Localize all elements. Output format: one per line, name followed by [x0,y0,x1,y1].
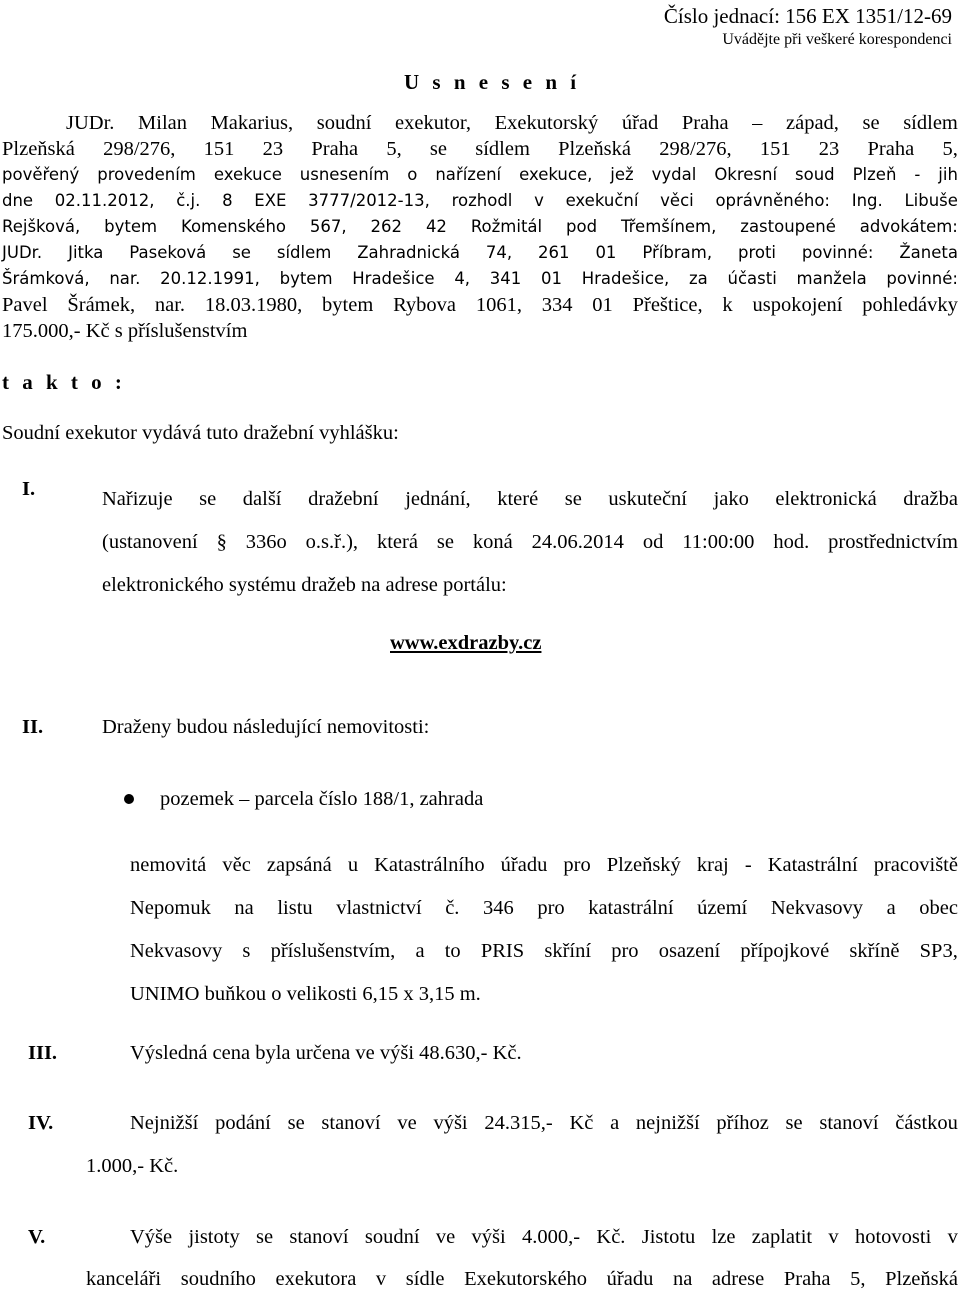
bullet-icon [124,794,134,804]
intro-line: JUDr. Jitka Paseková se sídlem Zahradnická 74, 261 01 Příbram, proti povinné: Žaneta [2,243,958,262]
property-line: UNIMO buňkou o velikosti 6,15 x 3,15 m. [130,983,481,1005]
intro-line: pověřený provedením exekuce usnesením o nařízení exekuce, jež vydal Okresní soud Plzeň - jih [2,165,958,184]
portal-link[interactable]: www.exdrazby.cz [390,632,542,654]
section-number-iii: III. [28,1042,58,1064]
intro-line: Rejšková, bytem Komenského 567, 262 42 Rožmitál pod Třemšínem, zastoupené advokátem: [2,217,958,236]
section-iii-text: Výsledná cena byla určena ve výši 48.630,- Kč. [130,1042,522,1064]
intro-line: JUDr. Milan Makarius, soudní exekutor, Exekutorský úřad Praha – západ, se sídlem [66,112,958,134]
announcement-text: Soudní exekutor vydává tuto dražební vyhlášku: [2,422,399,444]
section-i-line: (ustanovení § 336o o.s.ř.), která se koná 24.06.2014 od 11:00:00 hod. prostřednictvím [102,531,958,553]
section-number-iv: IV. [28,1112,54,1134]
section-number-i: I. [22,478,36,500]
intro-line: dne 02.11.2012, č.j. 8 EXE 3777/2012-13, rozhodl v exekuční věci oprávněného: Ing. Libuše [2,191,958,210]
section-v-line: kanceláři soudního exekutora v sídle Exekutorského úřadu na adrese Praha 5, Plzeňská [86,1268,958,1290]
section-i-line: Nařizuje se další dražební jednání, které se uskuteční jako elektronická dražba [102,488,958,510]
reference-note: Uvádějte při veškeré korespondenci [722,31,952,48]
property-item: pozemek – parcela číslo 188/1, zahrada [160,788,484,810]
section-v-line: Výše jistoty se stanoví soudní ve výši 4.000,- Kč. Jistotu lze zaplatit v hotovosti v [130,1226,958,1248]
intro-paragraph [2,110,958,344]
property-line: Nekvasovy s příslušenstvím, a to PRIS skříní pro osazení přípojkové skříně SP3, [130,940,958,962]
property-description [130,844,958,1016]
section-iv-line: Nejnižší podání se stanoví ve výši 24.315,- Kč a nejnižší příhoz se stanoví částkou [130,1112,958,1134]
intro-line: 175.000,- Kč s příslušenstvím [2,320,248,342]
takto-label: t a k t o : [2,370,126,394]
property-line: nemovitá věc zapsáná u Katastrálního úřadu pro Plzeňský kraj - Katastrální pracoviště [130,854,958,876]
section-i-line: elektronického systému dražeb na adrese portálu: [102,574,507,596]
section-ii-heading: Draženy budou následující nemovitosti: [102,716,430,738]
intro-line: Šrámková, nar. 20.12.1991, bytem Hradešice 4, 341 01 Hradešice, za účasti manžela povinné: [2,269,958,288]
property-line: Nepomuk na listu vlastnictví č. 346 pro katastrální území Nekvasovy a obec [130,897,958,919]
section-iv-line: 1.000,- Kč. [86,1155,179,1177]
section-number-v: V. [28,1226,46,1248]
intro-line: Plzeňská 298/276, 151 23 Praha 5, se sídlem Plzeňská 298/276, 151 23 Praha 5, [2,138,958,160]
section-number-ii: II. [22,716,44,738]
case-number: Číslo jednací: 156 EX 1351/12-69 [663,4,952,28]
section-i-text [102,478,958,607]
intro-line: Pavel Šrámek, nar. 18.03.1980, bytem Rybova 1061, 334 01 Přeštice, k uspokojení pohledávky [2,294,958,316]
document-title: U s n e s e n í [404,70,581,94]
